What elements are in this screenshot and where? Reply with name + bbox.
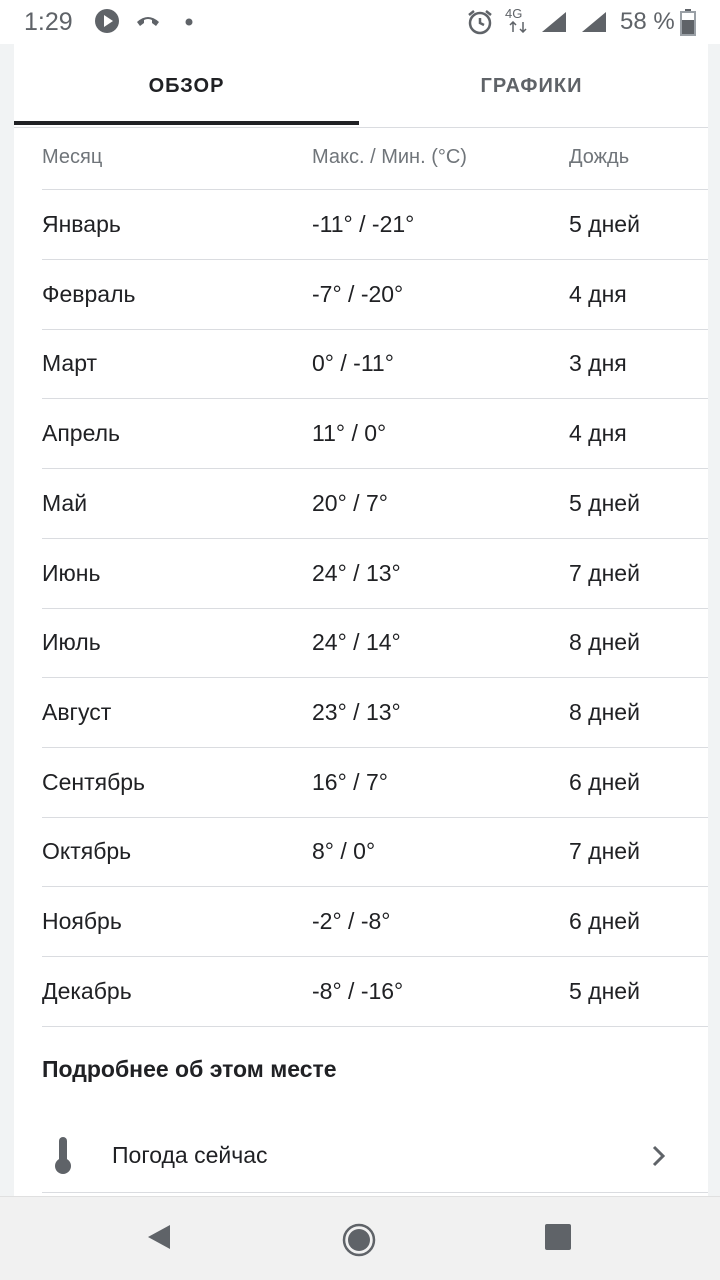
status-bar — [0, 0, 720, 44]
table-header — [42, 128, 708, 190]
month-cell: Февраль — [42, 280, 136, 307]
more-about-place-title: Подробнее об этом месте — [42, 1056, 337, 1082]
weather-now-label: Погода сейчас — [112, 1142, 268, 1168]
alarm-icon — [466, 8, 494, 41]
chevron-right-icon — [650, 1143, 668, 1174]
rain-cell: 6 дней — [569, 908, 640, 934]
recents-icon[interactable] — [544, 1223, 572, 1256]
temp-cell: -7° / -20° — [312, 280, 404, 307]
table-row — [42, 678, 708, 748]
signal-icon — [540, 10, 568, 39]
temp-cell: -2° / -8° — [312, 908, 391, 934]
signal-icon — [580, 10, 608, 39]
table-row — [42, 748, 708, 818]
table-row — [42, 608, 708, 678]
table-row — [42, 260, 708, 330]
temp-cell: 8° / 0° — [312, 838, 376, 865]
battery-icon — [680, 8, 696, 41]
temp-cell: 24° / 13° — [312, 559, 401, 586]
table-row — [42, 190, 708, 260]
temp-cell: 16° / 7° — [312, 768, 388, 795]
rain-cell: 4 дня — [569, 420, 627, 447]
table-row — [42, 817, 708, 887]
month-cell: Июль — [42, 629, 101, 656]
play-icon — [94, 8, 120, 39]
temp-cell: 24° / 14° — [312, 629, 401, 656]
month-cell: Апрель — [42, 420, 121, 447]
rain-cell: 7 дней — [569, 559, 640, 586]
thermometer-icon — [50, 1135, 76, 1180]
rain-cell: 5 дней — [569, 211, 640, 237]
battery-percent: 58 % — [620, 8, 675, 35]
table-row — [42, 329, 708, 399]
climate-card — [14, 44, 708, 1196]
home-icon[interactable] — [342, 1223, 376, 1262]
rain-cell: 4 дня — [569, 280, 627, 307]
rain-cell: 7 дней — [569, 838, 640, 865]
month-cell: Август — [42, 698, 112, 725]
status-time: 1:29 — [24, 8, 73, 36]
table-row — [42, 399, 708, 469]
table-row — [42, 957, 708, 1027]
system-nav-bar — [0, 1196, 720, 1280]
table-row — [42, 469, 708, 539]
rain-cell: 3 дня — [569, 350, 627, 377]
month-cell: Декабрь — [42, 977, 132, 1004]
rain-cell: 8 дней — [569, 698, 640, 725]
tab-charts[interactable]: ГРАФИКИ — [480, 74, 583, 97]
tab-bar — [14, 44, 708, 128]
header-rain: Дождь — [569, 146, 630, 168]
call-icon — [134, 10, 162, 37]
tab-overview[interactable]: ОБЗОР — [148, 74, 225, 97]
rain-cell: 8 дней — [569, 629, 640, 656]
rain-cell: 6 дней — [569, 768, 640, 795]
header-month: Месяц — [42, 146, 103, 168]
active-tab-indicator — [14, 121, 359, 125]
temp-cell: 0° / -11° — [312, 350, 394, 377]
month-cell: Январь — [42, 211, 121, 237]
month-cell: Март — [42, 350, 98, 377]
month-cell: Октябрь — [42, 838, 132, 865]
temp-cell: -8° / -16° — [312, 977, 404, 1004]
month-cell: Июнь — [42, 559, 101, 586]
temp-cell: 20° / 7° — [312, 489, 388, 516]
data-arrows-icon — [508, 20, 528, 38]
temp-cell: -11° / -21° — [312, 211, 415, 237]
table-row — [42, 887, 708, 957]
rain-cell: 5 дней — [569, 977, 640, 1004]
table-row — [42, 539, 708, 609]
temp-cell: 23° / 13° — [312, 698, 401, 725]
month-cell: Ноябрь — [42, 908, 122, 934]
month-cell: Май — [42, 489, 88, 516]
dot-icon — [184, 14, 194, 32]
weather-now-link[interactable] — [42, 1117, 708, 1193]
network-type: 4G — [505, 6, 523, 21]
temp-cell: 11° / 0° — [312, 420, 387, 447]
rain-cell: 5 дней — [569, 489, 640, 516]
month-cell: Сентябрь — [42, 768, 146, 795]
header-temp: Макс. / Мин. (°C) — [312, 146, 467, 168]
back-icon[interactable] — [144, 1221, 176, 1258]
